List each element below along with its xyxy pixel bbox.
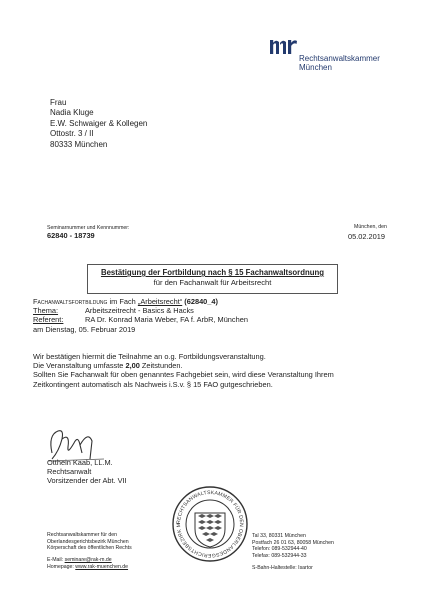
course-heading-mid: im Fach: [109, 297, 136, 306]
signer-block: [47, 458, 127, 486]
document-title: Bestätigung der Fortbildung nach § 15 Fachanwaltsordnung: [100, 268, 325, 277]
footer-line: Rechtsanwaltskammer für den: [47, 532, 118, 538]
address-line: Frau: [50, 98, 67, 107]
email-link[interactable]: seminare@rak-m.de: [64, 557, 112, 563]
logo-name-line2: München: [299, 63, 332, 72]
official-seal: [171, 485, 249, 563]
body-line: Wir bestätigen hiermit die Teilnahme an o.g. Fortbildungsveranstaltung.: [33, 352, 266, 361]
reference-label: Seminarnummer und Kennnummer:: [47, 225, 130, 231]
course-topic-row: [33, 306, 248, 315]
footer-left: [47, 532, 132, 552]
footer-contacts: [47, 557, 128, 570]
course-subject: „Arbeitsrecht“: [137, 297, 183, 306]
footer-line: Tal 33, 80331 München: [252, 533, 306, 539]
signer-name: Otthein Kaab, LL.M.: [47, 458, 113, 467]
footer-line: Oberlandesgerichtsbezirk München: [47, 538, 129, 545]
topic-value: Arbeitszeitrecht - Basics & Hacks: [85, 306, 194, 316]
seal-text: RECHTSANWALTSKAMMER FÜR DEN OBERLANDESGERICHTSBEZIRK M: [175, 489, 245, 559]
hours-value: 2,00: [125, 361, 140, 371]
footer-email-row: [47, 557, 128, 564]
topic-label: Thema:: [33, 306, 59, 316]
footer-station: S-Bahn-Haltestelle: Isartor: [252, 565, 313, 571]
speaker-value: RA Dr. Konrad Maria Weber, FA f. ArbR, München: [85, 315, 248, 325]
title-box: [87, 264, 338, 294]
rak-logo-mark: [270, 38, 298, 54]
document-subtitle: für den Fachanwalt für Arbeitsrecht: [153, 278, 272, 287]
footer-line: Postfach 26 01 63, 80058 München: [252, 539, 334, 546]
course-date: am Dienstag, 05. Februar 2019: [33, 324, 136, 334]
homepage-label: Homepage:: [47, 563, 74, 570]
footer-line: Telefax: 089-532944-33: [252, 552, 307, 559]
address-line: Nadia Kluge: [50, 108, 94, 118]
body-line-hours: Die Veranstaltung umfasste 2,00 Zeitstunden.: [33, 361, 183, 371]
logo-name-line1: Rechtsanwaltskammer: [299, 54, 380, 63]
footer-line: Körperschaft des öffentlichen Rechts: [47, 545, 132, 552]
signer-role: Rechtsanwalt: [47, 467, 92, 477]
address-line: 80333 München: [50, 139, 108, 149]
email-label: E-Mail:: [47, 557, 64, 563]
course-details: [33, 297, 248, 334]
address-line: E.W. Schwaiger & Kollegen: [50, 118, 148, 128]
signer-position: Vorsitzender der Abt. VII: [47, 476, 127, 486]
footer-homepage-row: [47, 564, 128, 571]
footer-right: [252, 533, 334, 559]
date-value: 05.02.2019: [348, 232, 385, 241]
course-code: (62840_4): [184, 297, 218, 306]
date-label: München, den: [354, 224, 387, 230]
address-line: Ottostr. 3 / II: [50, 129, 94, 139]
speaker-label: Referent:: [33, 315, 64, 325]
confirmation-text: [33, 352, 334, 389]
course-speaker-row: [33, 315, 248, 324]
reference-value: 62840 - 18739: [47, 231, 95, 240]
body-line: Sollten Sie Fachanwalt für oben genanntes Fachgebiet sein, wird diese Veranstaltung Ihrem: [33, 370, 334, 380]
homepage-link[interactable]: www.rak-muenchen.de: [75, 563, 129, 570]
course-heading-prefix: Fachanwaltsfortbildung: [33, 297, 108, 306]
course-heading: [33, 297, 248, 306]
body-line: Zeitkontingent automatisch als Nachweis i.S.v. § 15 FAO gutgeschrieben.: [33, 379, 273, 389]
recipient-address: [50, 98, 147, 150]
footer-line: Telefon: 089-532944-40: [252, 546, 307, 553]
